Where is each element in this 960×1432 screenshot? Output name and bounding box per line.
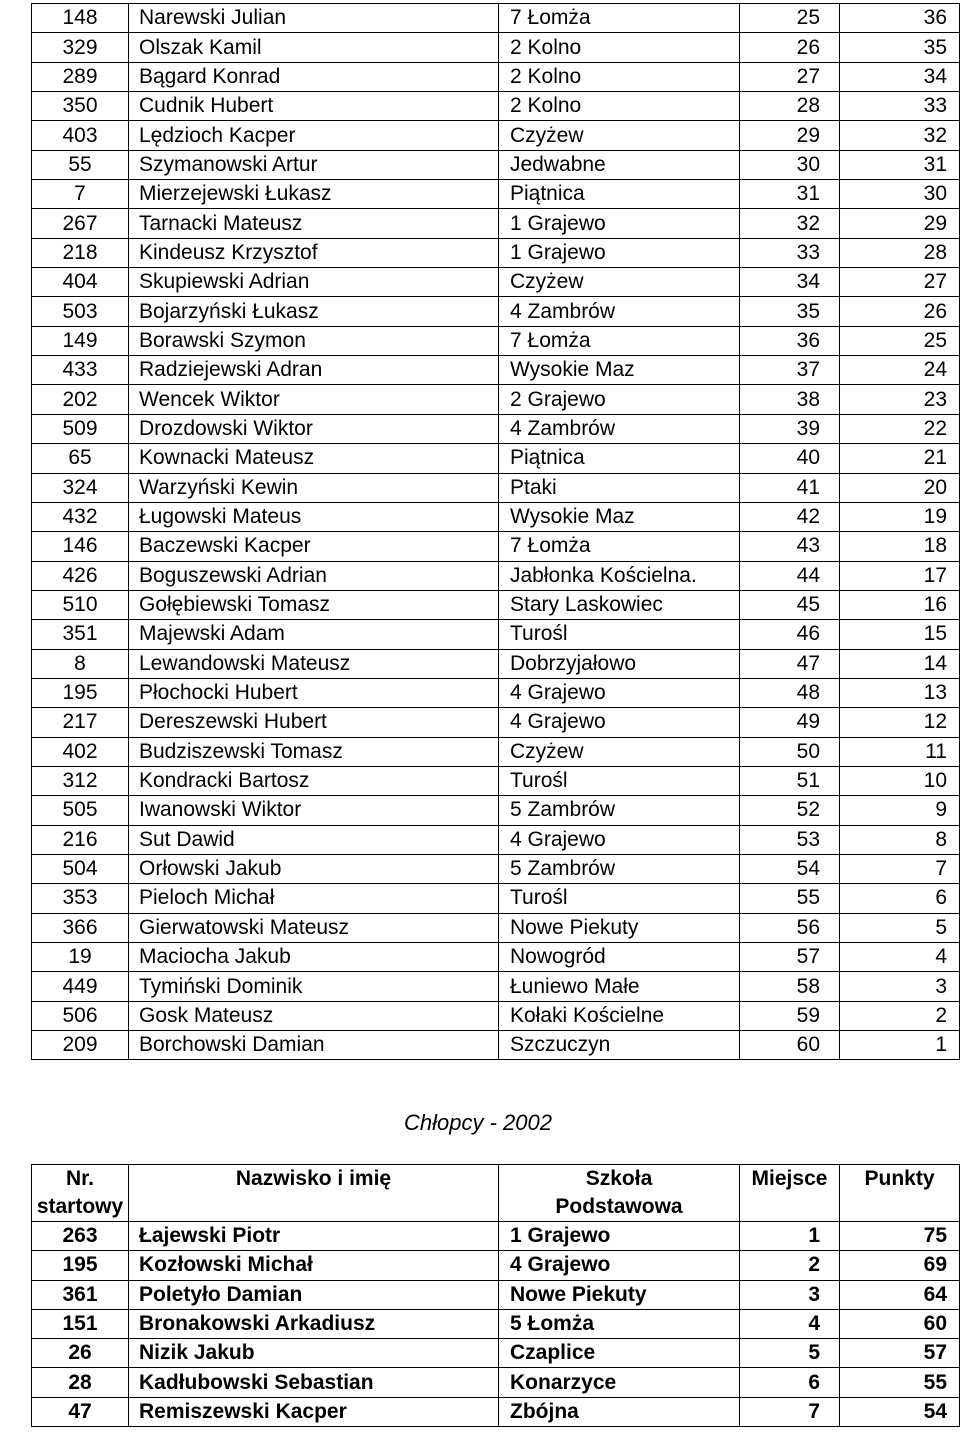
table-row	[32, 708, 960, 737]
start-number-cell: 353	[32, 884, 129, 913]
table-row	[32, 326, 960, 355]
name-cell: Gosk Mateusz	[129, 1001, 499, 1030]
name-cell: Radziejewski Adran	[129, 356, 499, 385]
start-number-cell: 509	[32, 414, 129, 443]
start-number-cell: 289	[32, 62, 129, 91]
place-cell: 60	[740, 1031, 840, 1060]
place-cell: 53	[740, 825, 840, 854]
place-cell: 56	[740, 913, 840, 942]
points-cell: 24	[840, 356, 960, 385]
table-row	[32, 1339, 960, 1368]
start-number-cell: 366	[32, 913, 129, 942]
start-number-cell: 361	[32, 1280, 129, 1309]
name-cell: Szymanowski Artur	[129, 150, 499, 179]
table-row	[32, 796, 960, 825]
school-cell: Łuniewo Małe	[499, 972, 740, 1001]
name-cell: Baczewski Kacper	[129, 532, 499, 561]
school-cell: Kołaki Kościelne	[499, 1001, 740, 1030]
name-cell: Kindeusz Krzysztof	[129, 238, 499, 267]
start-number-cell: 505	[32, 796, 129, 825]
header-row	[32, 1165, 960, 1222]
table-row	[32, 825, 960, 854]
points-cell: 31	[840, 150, 960, 179]
school-cell: 7 Łomża	[499, 532, 740, 561]
start-number-cell: 506	[32, 1001, 129, 1030]
place-cell: 34	[740, 268, 840, 297]
points-cell: 57	[840, 1339, 960, 1368]
place-cell: 46	[740, 620, 840, 649]
table-row	[32, 1251, 960, 1280]
start-number-cell: 146	[32, 532, 129, 561]
header-place-label: Miejsce	[751, 1167, 828, 1190]
school-cell: 4 Grajewo	[499, 678, 740, 707]
place-cell: 35	[740, 297, 840, 326]
place-cell: 28	[740, 92, 840, 121]
school-cell: Turośl	[499, 620, 740, 649]
place-cell: 38	[740, 385, 840, 414]
header-points	[840, 1165, 960, 1222]
points-cell: 12	[840, 708, 960, 737]
place-cell: 47	[740, 649, 840, 678]
start-number-cell: 433	[32, 356, 129, 385]
table-row	[32, 1280, 960, 1309]
place-cell: 36	[740, 326, 840, 355]
place-cell: 48	[740, 678, 840, 707]
points-cell: 54	[840, 1397, 960, 1426]
table-row	[32, 943, 960, 972]
place-cell: 45	[740, 590, 840, 619]
table-row	[32, 121, 960, 150]
points-cell: 19	[840, 502, 960, 531]
school-cell: 1 Grajewo	[499, 209, 740, 238]
place-cell: 51	[740, 766, 840, 795]
school-cell: Jedwabne	[499, 150, 740, 179]
points-cell: 32	[840, 121, 960, 150]
table-row	[32, 590, 960, 619]
points-cell: 14	[840, 649, 960, 678]
results-table-body	[32, 4, 960, 1060]
place-cell: 37	[740, 356, 840, 385]
results-table-header	[32, 1165, 960, 1222]
school-cell: Nowe Piekuty	[499, 1280, 740, 1309]
table-row	[32, 502, 960, 531]
points-cell: 60	[840, 1309, 960, 1338]
table-row	[32, 766, 960, 795]
place-cell: 44	[740, 561, 840, 590]
start-number-cell: 148	[32, 4, 129, 33]
points-cell: 35	[840, 33, 960, 62]
place-cell: 30	[740, 150, 840, 179]
name-cell: Lewandowski Mateusz	[129, 649, 499, 678]
school-cell: Szczuczyn	[499, 1031, 740, 1060]
name-cell: Skupiewski Adrian	[129, 268, 499, 297]
school-cell: Czaplice	[499, 1339, 740, 1368]
table-row	[32, 561, 960, 590]
place-cell: 6	[740, 1368, 840, 1397]
points-cell: 22	[840, 414, 960, 443]
table-row	[32, 92, 960, 121]
table-row	[32, 268, 960, 297]
name-cell: Drozdowski Wiktor	[129, 414, 499, 443]
school-cell: Piątnica	[499, 180, 740, 209]
school-cell: Czyżew	[499, 737, 740, 766]
name-cell: Mierzejewski Łukasz	[129, 180, 499, 209]
name-cell: Łajewski Piotr	[129, 1222, 499, 1251]
points-cell: 9	[840, 796, 960, 825]
points-cell: 33	[840, 92, 960, 121]
points-cell: 36	[840, 4, 960, 33]
start-number-cell: 504	[32, 854, 129, 883]
school-cell: Piątnica	[499, 444, 740, 473]
table-row	[32, 4, 960, 33]
points-cell: 30	[840, 180, 960, 209]
name-cell: Iwanowski Wiktor	[129, 796, 499, 825]
place-cell: 49	[740, 708, 840, 737]
start-number-cell: 202	[32, 385, 129, 414]
start-number-cell: 7	[32, 180, 129, 209]
place-cell: 58	[740, 972, 840, 1001]
table-row	[32, 297, 960, 326]
school-cell: Konarzyce	[499, 1368, 740, 1397]
start-number-cell: 218	[32, 238, 129, 267]
school-cell: Ptaki	[499, 473, 740, 502]
start-number-cell: 55	[32, 150, 129, 179]
points-cell: 25	[840, 326, 960, 355]
name-cell: Budziszewski Tomasz	[129, 737, 499, 766]
points-cell: 16	[840, 590, 960, 619]
points-cell: 6	[840, 884, 960, 913]
place-cell: 50	[740, 737, 840, 766]
points-cell: 4	[840, 943, 960, 972]
school-cell: 4 Grajewo	[499, 825, 740, 854]
name-cell: Bojarzyński Łukasz	[129, 297, 499, 326]
points-cell: 1	[840, 1031, 960, 1060]
table-row	[32, 180, 960, 209]
start-number-cell: 8	[32, 649, 129, 678]
start-number-cell: 312	[32, 766, 129, 795]
school-cell: 2 Kolno	[499, 33, 740, 62]
school-cell: 4 Zambrów	[499, 297, 740, 326]
name-cell: Wencek Wiktor	[129, 385, 499, 414]
table-row	[32, 1222, 960, 1251]
start-number-cell: 329	[32, 33, 129, 62]
table-row	[32, 1309, 960, 1338]
header-start-number-line2: startowy	[36, 1195, 124, 1218]
place-cell: 27	[740, 62, 840, 91]
table-row	[32, 532, 960, 561]
table-row	[32, 473, 960, 502]
table-row	[32, 972, 960, 1001]
name-cell: Narewski Julian	[129, 4, 499, 33]
table-row	[32, 238, 960, 267]
place-cell: 2	[740, 1251, 840, 1280]
table-row	[32, 414, 960, 443]
table-row	[32, 737, 960, 766]
name-cell: Bronakowski Arkadiusz	[129, 1309, 499, 1338]
points-cell: 5	[840, 913, 960, 942]
header-name	[129, 1165, 499, 1222]
points-cell: 27	[840, 268, 960, 297]
results-table-boys-2002	[31, 1164, 960, 1427]
start-number-cell: 510	[32, 590, 129, 619]
points-cell: 69	[840, 1251, 960, 1280]
name-cell: Kondracki Bartosz	[129, 766, 499, 795]
name-cell: Remiszewski Kacper	[129, 1397, 499, 1426]
start-number-cell: 351	[32, 620, 129, 649]
school-cell: 2 Kolno	[499, 92, 740, 121]
name-cell: Cudnik Hubert	[129, 92, 499, 121]
start-number-cell: 28	[32, 1368, 129, 1397]
start-number-cell: 432	[32, 502, 129, 531]
start-number-cell: 217	[32, 708, 129, 737]
place-cell: 3	[740, 1280, 840, 1309]
header-start-number	[32, 1165, 129, 1222]
name-cell: Boguszewski Adrian	[129, 561, 499, 590]
school-cell: Nowogród	[499, 943, 740, 972]
table-row	[32, 356, 960, 385]
start-number-cell: 503	[32, 297, 129, 326]
table-row	[32, 444, 960, 473]
header-place	[740, 1165, 840, 1222]
table-row	[32, 33, 960, 62]
name-cell: Warzyński Kewin	[129, 473, 499, 502]
header-school-line2: Podstawowa	[555, 1195, 683, 1218]
points-cell: 75	[840, 1222, 960, 1251]
name-cell: Orłowski Jakub	[129, 854, 499, 883]
points-cell: 11	[840, 737, 960, 766]
place-cell: 41	[740, 473, 840, 502]
points-cell: 8	[840, 825, 960, 854]
name-cell: Tarnacki Mateusz	[129, 209, 499, 238]
place-cell: 40	[740, 444, 840, 473]
table-row	[32, 209, 960, 238]
table-row	[32, 150, 960, 179]
start-number-cell: 263	[32, 1222, 129, 1251]
points-cell: 34	[840, 62, 960, 91]
place-cell: 42	[740, 502, 840, 531]
section-title: Chłopcy - 2002	[404, 1110, 552, 1135]
results-table-continued	[31, 3, 960, 1060]
name-cell: Poletyło Damian	[129, 1280, 499, 1309]
school-cell: 1 Grajewo	[499, 238, 740, 267]
start-number-cell: 195	[32, 1251, 129, 1280]
school-cell: 4 Zambrów	[499, 414, 740, 443]
start-number-cell: 324	[32, 473, 129, 502]
name-cell: Borawski Szymon	[129, 326, 499, 355]
name-cell: Olszak Kamil	[129, 33, 499, 62]
school-cell: 5 Zambrów	[499, 796, 740, 825]
school-cell: Dobrzyjałowo	[499, 649, 740, 678]
school-cell: Czyżew	[499, 121, 740, 150]
school-cell: Wysokie Maz	[499, 356, 740, 385]
name-cell: Borchowski Damian	[129, 1031, 499, 1060]
table-row	[32, 1001, 960, 1030]
header-school	[499, 1165, 740, 1222]
place-cell: 52	[740, 796, 840, 825]
table-row	[32, 385, 960, 414]
place-cell: 57	[740, 943, 840, 972]
start-number-cell: 267	[32, 209, 129, 238]
name-cell: Płochocki Hubert	[129, 678, 499, 707]
points-cell: 29	[840, 209, 960, 238]
start-number-cell: 404	[32, 268, 129, 297]
place-cell: 29	[740, 121, 840, 150]
table-row	[32, 62, 960, 91]
header-points-label: Punkty	[864, 1167, 935, 1190]
points-cell: 13	[840, 678, 960, 707]
points-cell: 3	[840, 972, 960, 1001]
name-cell: Gołębiewski Tomasz	[129, 590, 499, 619]
points-cell: 15	[840, 620, 960, 649]
school-cell: Nowe Piekuty	[499, 913, 740, 942]
start-number-cell: 350	[32, 92, 129, 121]
table-row	[32, 620, 960, 649]
points-cell: 17	[840, 561, 960, 590]
start-number-cell: 19	[32, 943, 129, 972]
points-cell: 7	[840, 854, 960, 883]
place-cell: 39	[740, 414, 840, 443]
name-cell: Lędzioch Kacper	[129, 121, 499, 150]
points-cell: 21	[840, 444, 960, 473]
school-cell: 1 Grajewo	[499, 1222, 740, 1251]
start-number-cell: 403	[32, 121, 129, 150]
points-cell: 64	[840, 1280, 960, 1309]
start-number-cell: 195	[32, 678, 129, 707]
name-cell: Kozłowski Michał	[129, 1251, 499, 1280]
points-cell: 23	[840, 385, 960, 414]
table-row	[32, 854, 960, 883]
start-number-cell: 65	[32, 444, 129, 473]
school-cell: 2 Grajewo	[499, 385, 740, 414]
name-cell: Kownacki Mateusz	[129, 444, 499, 473]
school-cell: 5 Zambrów	[499, 854, 740, 883]
place-cell: 54	[740, 854, 840, 883]
start-number-cell: 449	[32, 972, 129, 1001]
header-name-label: Nazwisko i imię	[235, 1167, 392, 1190]
points-cell: 18	[840, 532, 960, 561]
name-cell: Gierwatowski Mateusz	[129, 913, 499, 942]
place-cell: 43	[740, 532, 840, 561]
table-row	[32, 1368, 960, 1397]
start-number-cell: 209	[32, 1031, 129, 1060]
place-cell: 59	[740, 1001, 840, 1030]
school-cell: Zbójna	[499, 1397, 740, 1426]
table-row	[32, 913, 960, 942]
school-cell: 5 Łomża	[499, 1309, 740, 1338]
name-cell: Bągard Konrad	[129, 62, 499, 91]
points-cell: 2	[840, 1001, 960, 1030]
name-cell: Majewski Adam	[129, 620, 499, 649]
place-cell: 33	[740, 238, 840, 267]
name-cell: Pieloch Michał	[129, 884, 499, 913]
table-row	[32, 649, 960, 678]
name-cell: Dereszewski Hubert	[129, 708, 499, 737]
place-cell: 32	[740, 209, 840, 238]
start-number-cell: 26	[32, 1339, 129, 1368]
name-cell: Tymiński Dominik	[129, 972, 499, 1001]
name-cell: Maciocha Jakub	[129, 943, 499, 972]
points-cell: 28	[840, 238, 960, 267]
school-cell: Jabłonka Kościelna.	[499, 561, 740, 590]
start-number-cell: 426	[32, 561, 129, 590]
table-row	[32, 884, 960, 913]
school-cell: Wysokie Maz	[499, 502, 740, 531]
school-cell: Turośl	[499, 766, 740, 795]
place-cell: 26	[740, 33, 840, 62]
place-cell: 7	[740, 1397, 840, 1426]
school-cell: 2 Kolno	[499, 62, 740, 91]
results-table-body	[32, 1222, 960, 1427]
start-number-cell: 151	[32, 1309, 129, 1338]
table-row	[32, 1031, 960, 1060]
start-number-cell: 149	[32, 326, 129, 355]
start-number-cell: 47	[32, 1397, 129, 1426]
place-cell: 55	[740, 884, 840, 913]
school-cell: Turośl	[499, 884, 740, 913]
place-cell: 4	[740, 1309, 840, 1338]
place-cell: 25	[740, 4, 840, 33]
header-school-line1: Szkoła	[585, 1167, 653, 1190]
points-cell: 20	[840, 473, 960, 502]
school-cell: 4 Grajewo	[499, 1251, 740, 1280]
points-cell: 26	[840, 297, 960, 326]
place-cell: 1	[740, 1222, 840, 1251]
name-cell: Nizik Jakub	[129, 1339, 499, 1368]
name-cell: Ługowski Mateus	[129, 502, 499, 531]
school-cell: 4 Grajewo	[499, 708, 740, 737]
school-cell: Stary Laskowiec	[499, 590, 740, 619]
school-cell: 7 Łomża	[499, 326, 740, 355]
start-number-cell: 216	[32, 825, 129, 854]
name-cell: Kadłubowski Sebastian	[129, 1368, 499, 1397]
name-cell: Sut Dawid	[129, 825, 499, 854]
place-cell: 5	[740, 1339, 840, 1368]
points-cell: 10	[840, 766, 960, 795]
table-row	[32, 678, 960, 707]
school-cell: Czyżew	[499, 268, 740, 297]
header-start-number-line1: Nr.	[65, 1167, 94, 1190]
school-cell: 7 Łomża	[499, 4, 740, 33]
place-cell: 31	[740, 180, 840, 209]
table-row	[32, 1397, 960, 1426]
points-cell: 55	[840, 1368, 960, 1397]
start-number-cell: 402	[32, 737, 129, 766]
